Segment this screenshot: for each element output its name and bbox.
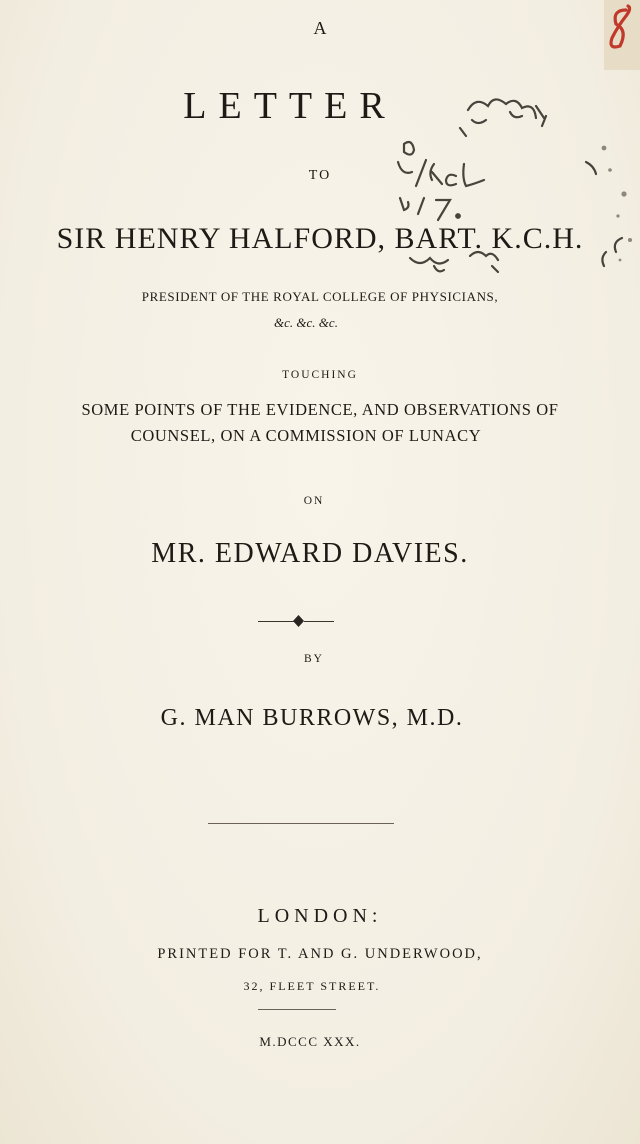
imprint-date: M.DCCC XXX.	[259, 1034, 361, 1049]
imprint-place: LONDON:	[257, 905, 383, 927]
heading-to: TO	[308, 168, 332, 183]
imprint-address: 32, FLEET STREET.	[243, 979, 381, 993]
diamond-ornament-icon	[293, 615, 304, 627]
imprint-rule	[258, 1009, 336, 1010]
edge-foxing	[580, 120, 640, 280]
author-name: G. MAN BURROWS, M.D.	[160, 705, 464, 731]
heading-article: A	[313, 18, 327, 38]
subject-line-2: COUNSEL, ON A COMMISSION OF LUNACY	[130, 426, 482, 445]
document-title: LETTER	[183, 85, 397, 127]
subject-line-1: SOME POINTS OF THE EVIDENCE, AND OBSERVATIONS OF	[81, 400, 559, 419]
heading-touching: TOUCHING	[282, 369, 358, 381]
subject-name: MR. EDWARD DAVIES.	[151, 538, 469, 569]
recipient-title: PRESIDENT OF THE ROYAL COLLEGE OF PHYSICIANS,	[141, 289, 499, 304]
et-cetera: &c. &c. &c.	[274, 315, 338, 330]
heading-by: BY	[304, 653, 324, 665]
recipient-name: SIR HENRY HALFORD, BART. K.C.H.	[56, 222, 584, 255]
heading-on: ON	[303, 495, 325, 507]
divider-rule	[208, 823, 394, 824]
ornament-rule-right	[304, 621, 334, 622]
imprint-printer: PRINTED FOR T. AND G. UNDERWOOD,	[157, 946, 483, 962]
ornament-rule-left	[258, 621, 294, 622]
